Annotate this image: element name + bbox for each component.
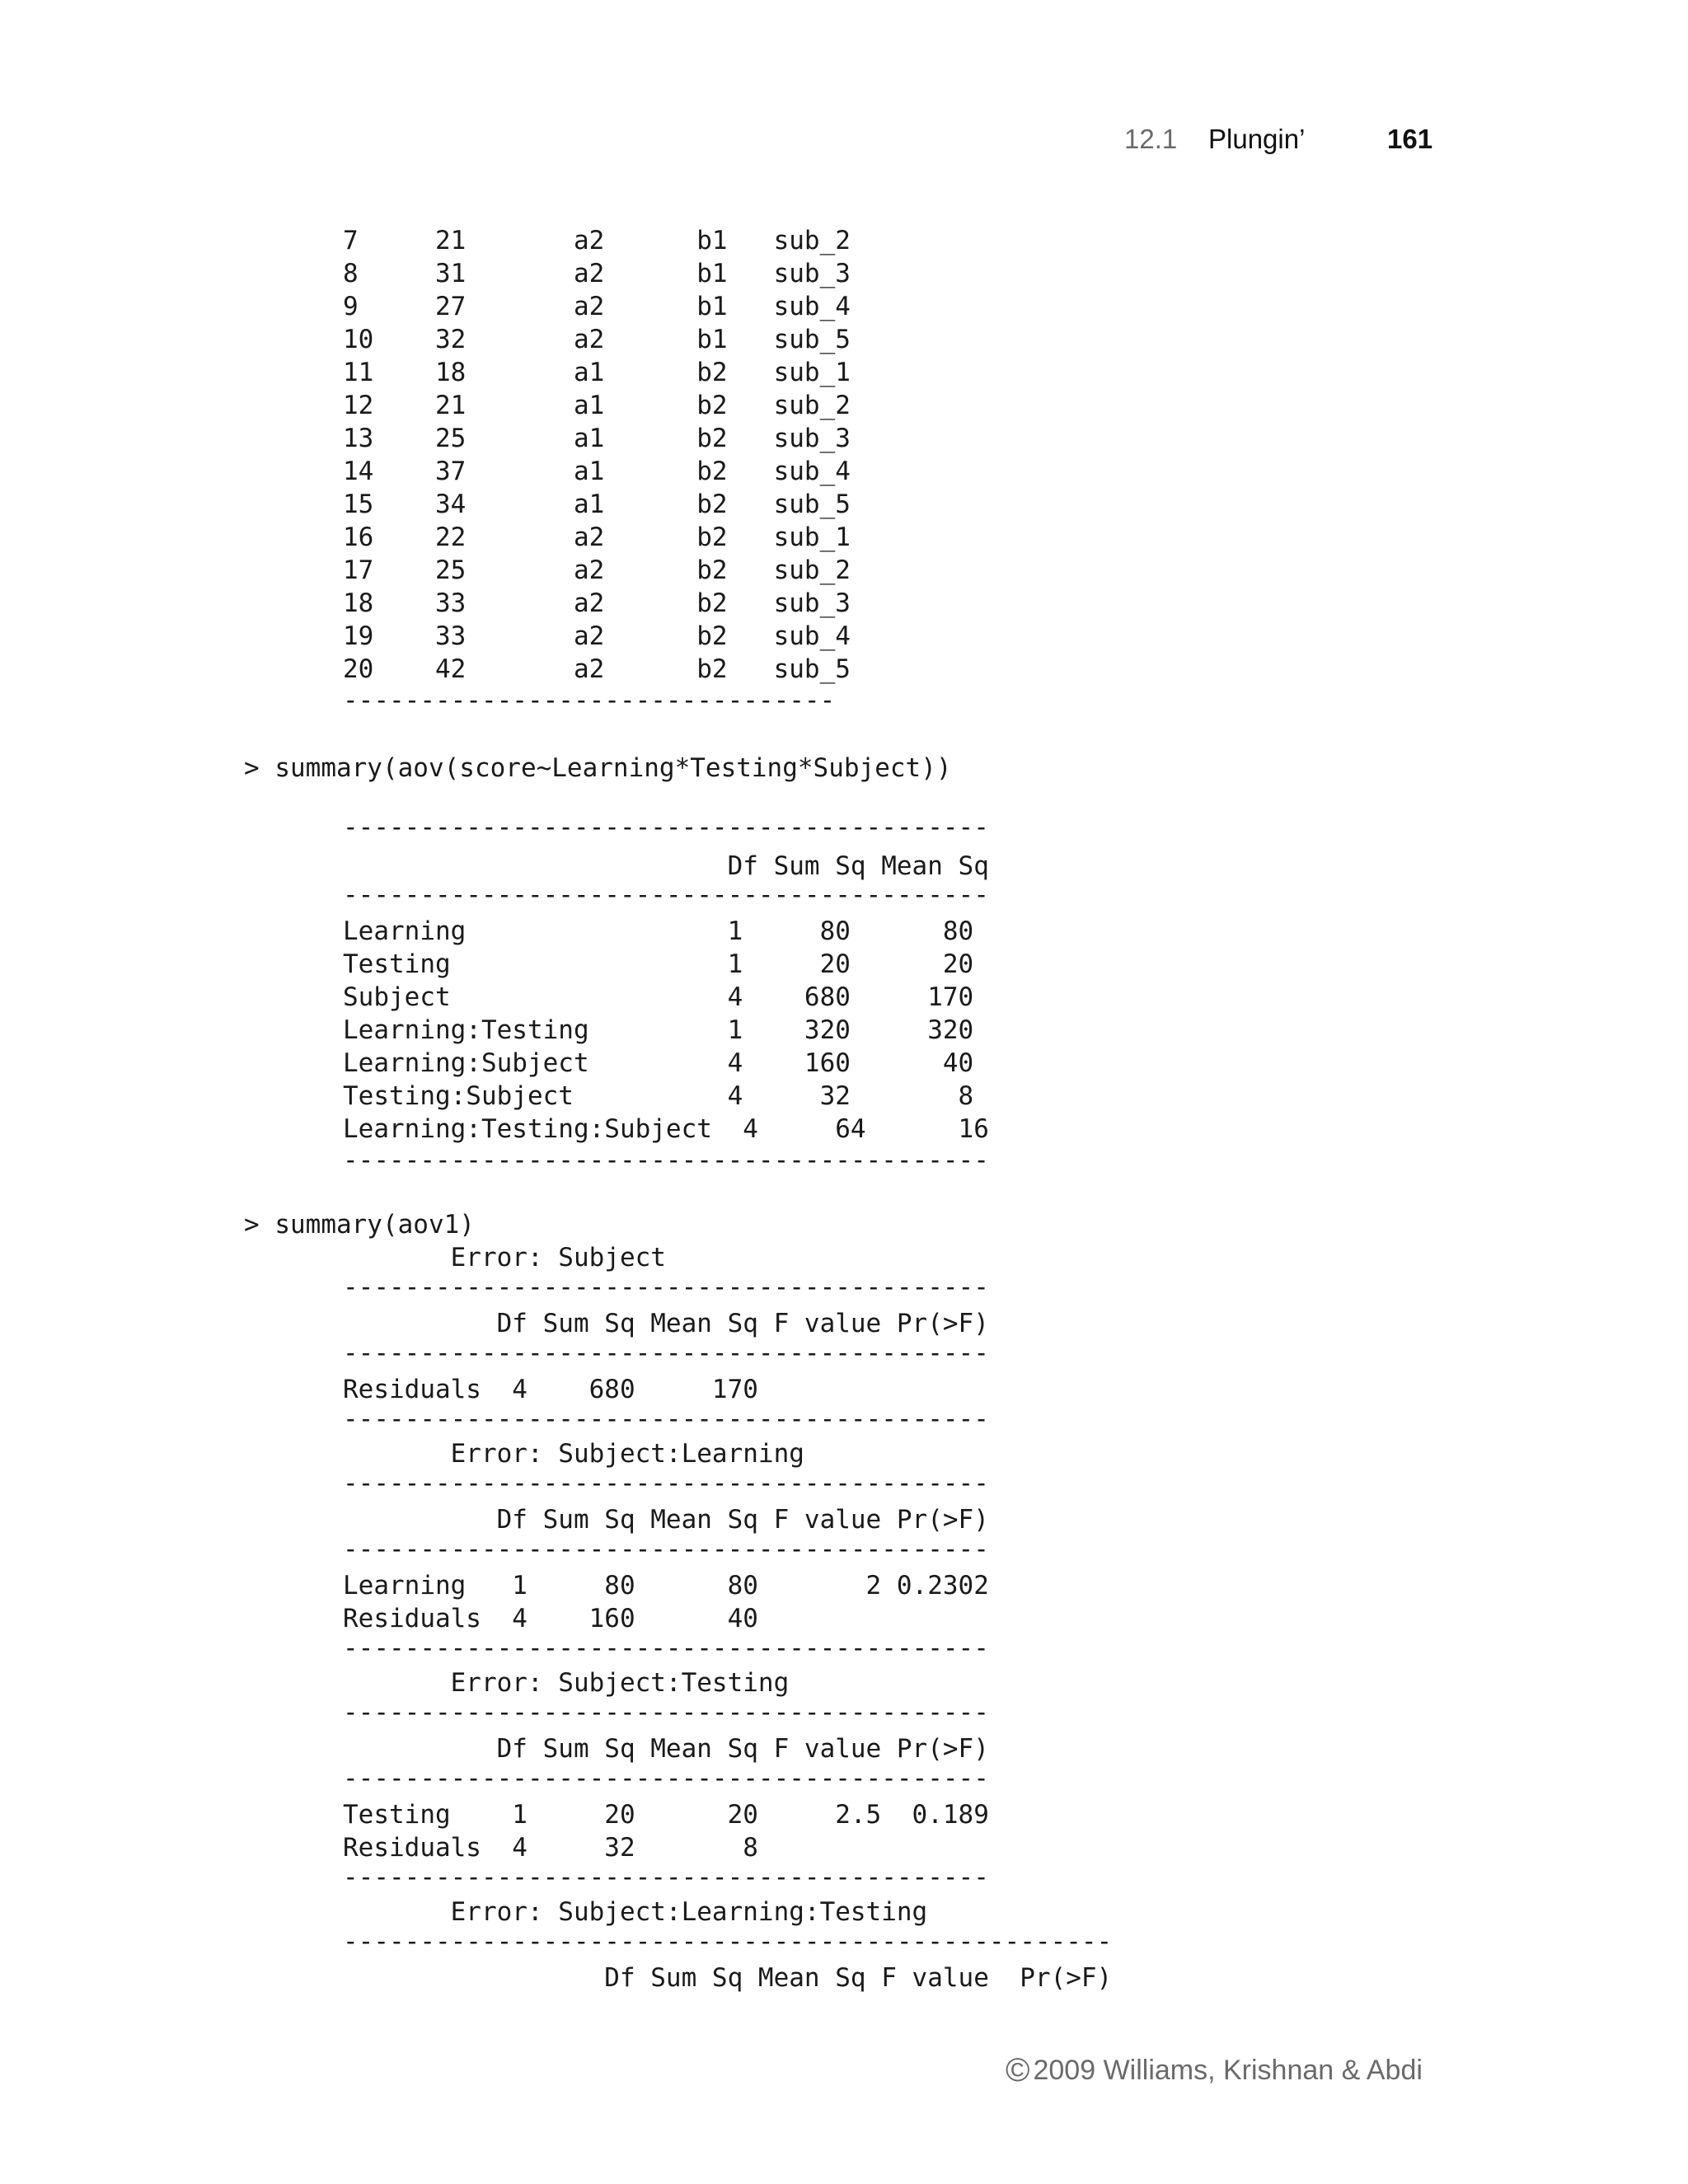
- data-row: 12 21 a1 b2 sub_2: [343, 391, 851, 420]
- table-rule: ------------------------------------------: [343, 1272, 989, 1302]
- table-rule: ------------------------------------------: [343, 1698, 989, 1727]
- stratum-header: Df Sum Sq Mean Sq F value Pr(>F): [343, 1963, 1113, 1993]
- table-rule: ------------------------------------------: [343, 813, 989, 842]
- r-command-summary-aov: > summary(aov(score~Learning*Testing*Subject)): [244, 753, 952, 783]
- table-rule: ------------------------------------------: [343, 1469, 989, 1498]
- data-row: 9 27 a2 b1 sub_4: [343, 292, 851, 321]
- copyright-footer: [1006, 2052, 1467, 2089]
- error-stratum-title: Error: Subject:Testing: [343, 1668, 790, 1698]
- data-row: 8 31 a2 b1 sub_3: [343, 259, 851, 288]
- data-row: 7 21 a2 b1 sub_2: [343, 226, 851, 255]
- table-rule: ------------------------------------------: [343, 1146, 989, 1175]
- data-row: 16 22 a2 b2 sub_1: [343, 523, 851, 552]
- section-number: 12.1: [1124, 124, 1178, 154]
- data-row: 15 34 a1 b2 sub_5: [343, 490, 851, 519]
- anova-row: Learning:Testing 1 320 320: [343, 1015, 974, 1045]
- error-stratum-title: Error: Subject:Learning: [343, 1439, 804, 1469]
- stratum-header: Df Sum Sq Mean Sq F value Pr(>F): [343, 1505, 989, 1535]
- anova-row: Learning:Subject 4 160 40: [343, 1048, 974, 1078]
- data-row: 19 33 a2 b2 sub_4: [343, 621, 851, 651]
- copyright-icon: ©: [1006, 2052, 1030, 2088]
- anova-row: Testing 1 20 20: [343, 949, 974, 979]
- table-rule: ------------------------------------------: [343, 880, 989, 910]
- anova-header: Df Sum Sq Mean Sq: [343, 851, 989, 881]
- stratum-row: Testing 1 20 20 2.5 0.189: [343, 1800, 989, 1830]
- table-rule: ------------------------------------------: [343, 1404, 989, 1434]
- copyright-text: 2009 Williams, Krishnan & Abdi: [1033, 2055, 1423, 2086]
- table-rule: ------------------------------------------: [343, 1633, 989, 1663]
- stratum-row: Learning 1 80 80 2 0.2302: [343, 1571, 989, 1601]
- table-rule: --------------------------------------------------: [343, 1927, 1113, 1957]
- error-stratum-title: Error: Subject: [343, 1243, 666, 1272]
- data-row: 14 37 a1 b2 sub_4: [343, 457, 851, 486]
- stratum-row: Residuals 4 160 40: [343, 1604, 758, 1633]
- data-row: 13 25 a1 b2 sub_3: [343, 424, 851, 453]
- page-number: 161: [1387, 124, 1433, 154]
- table-rule: --------------------------------: [343, 686, 836, 715]
- table-rule: ------------------------------------------: [343, 1863, 989, 1892]
- error-stratum-title: Error: Subject:Learning:Testing: [343, 1897, 928, 1927]
- stratum-row: Residuals 4 32 8: [343, 1833, 758, 1863]
- data-row: 18 33 a2 b2 sub_3: [343, 588, 851, 618]
- data-row: 17 25 a2 b2 sub_2: [343, 555, 851, 585]
- anova-row: Subject 4 680 170: [343, 982, 974, 1012]
- stratum-row: Residuals 4 680 170: [343, 1375, 758, 1404]
- running-header: [0, 124, 1688, 165]
- stratum-header: Df Sum Sq Mean Sq F value Pr(>F): [343, 1734, 989, 1764]
- data-row: 10 32 a2 b1 sub_5: [343, 325, 851, 354]
- anova-row: Learning 1 80 80: [343, 916, 974, 946]
- r-command-summary-aov1: > summary(aov1): [244, 1210, 475, 1240]
- table-rule: ------------------------------------------: [343, 1338, 989, 1368]
- stratum-header: Df Sum Sq Mean Sq F value Pr(>F): [343, 1309, 989, 1338]
- anova-row: Testing:Subject 4 32 8: [343, 1081, 974, 1111]
- table-rule: ------------------------------------------: [343, 1535, 989, 1564]
- data-row: 20 42 a2 b2 sub_5: [343, 654, 851, 684]
- table-rule: ------------------------------------------: [343, 1764, 989, 1793]
- anova-row: Learning:Testing:Subject 4 64 16: [343, 1114, 989, 1144]
- section-title: Plungin’: [1208, 124, 1306, 154]
- data-row: 11 18 a1 b2 sub_1: [343, 358, 851, 387]
